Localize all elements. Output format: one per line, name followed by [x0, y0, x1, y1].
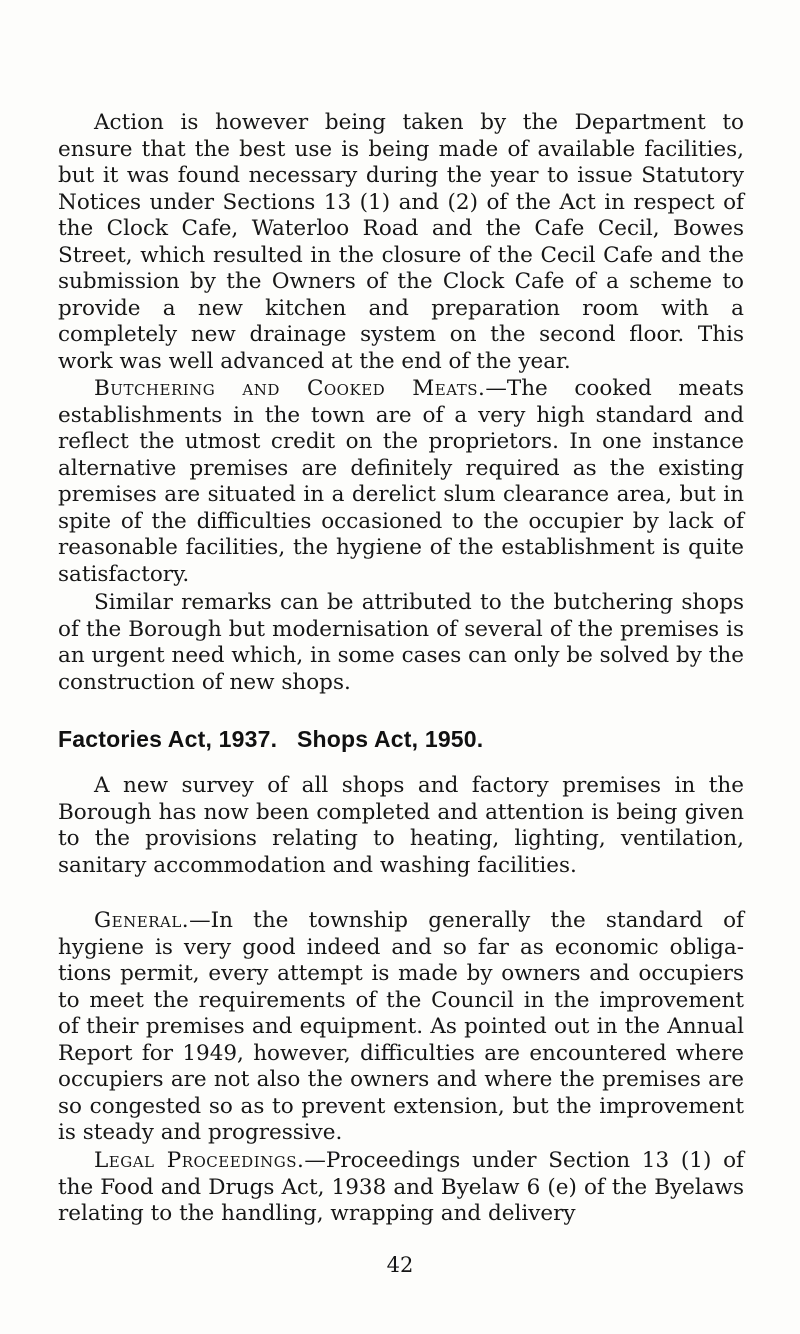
- paragraph-text: Similar remarks can be attributed to the butchering shops of the Borough but modernisation of several of the premises is an urgent need which, in some cases can only be solved by the construction of new shops.: [58, 590, 744, 695]
- paragraph-body: —In the township generally the standard of hygiene is very good indeed and so far as economic obliga-tions permit, every attempt is made by owners and occupiers to meet the requirements of the Council in the improvement of their premises and equipment. As pointed out in the Annual Report for 1949, however, difficulties are encountered where occupiers are not also the owners and where the premises are so congested so as to prevent extension, but the improvement is steady and progressive.: [58, 908, 744, 1145]
- paragraph-text: [58, 376, 744, 588]
- paragraph-text: [58, 908, 744, 1147]
- section-heading: Factories Act, 1937. Shops Act, 1950.: [58, 726, 484, 752]
- paragraph-general: [58, 908, 744, 1147]
- paragraph-body: —The cooked meats establishments in the town are of a very high standard and reflect the utmost credit on the proprietors. In one instance alternative premises are definitely required as the existing premises are situated in a derelict slum clearance area, but in spite of the difficulties occasioned to the occupier by lack of reasonable facilities, the hygiene of the establishment is quite satisfactory.: [58, 376, 744, 587]
- section-heading-block: [58, 726, 744, 753]
- run-in-heading: Legal Proceedings.: [94, 1148, 305, 1173]
- run-in-heading: General.: [94, 908, 190, 933]
- paragraph-body: —Proceedings under Section 13 (1) of the Food and Drugs Act, 1938 and Byelaw 6 (e) of the Byelaws relating to the handling, wrapping and delivery: [58, 1148, 744, 1226]
- paragraph-butchering: [58, 376, 744, 588]
- paragraph-butchering-shops: [58, 590, 744, 696]
- paragraph-text: Action is however being taken by the Department to ensure that the best use is being made of available facilities, but it was found necessary during the year to issue Statutory Notices under Sections 13 (1) and (2) of the Act in respect of the Clock Cafe, Waterloo Road and the Cafe Cecil, Bowes Street, which resulted in the closure of the Cecil Cafe and the submission by the Owners of the Clock Cafe of a scheme to provide a new kitchen and preparation room with a completely new drainage system on the second floor. This work was well advanced at the end of the year.: [58, 110, 744, 374]
- paragraph-text: [58, 1148, 744, 1228]
- run-in-heading: Butchering and Cooked Meats.: [94, 376, 486, 401]
- paragraph-cafe-notices: [58, 110, 744, 375]
- paragraph-text: A new survey of all shops and factory premises in the Borough has now been completed and attention is being given to the provisions relating to heating, lighting, ventilation, sanitary accommodation and washing facilities.: [58, 773, 744, 878]
- paragraph-legal: [58, 1148, 744, 1228]
- page-number: 42: [386, 1253, 414, 1277]
- paragraph-survey: [58, 773, 744, 879]
